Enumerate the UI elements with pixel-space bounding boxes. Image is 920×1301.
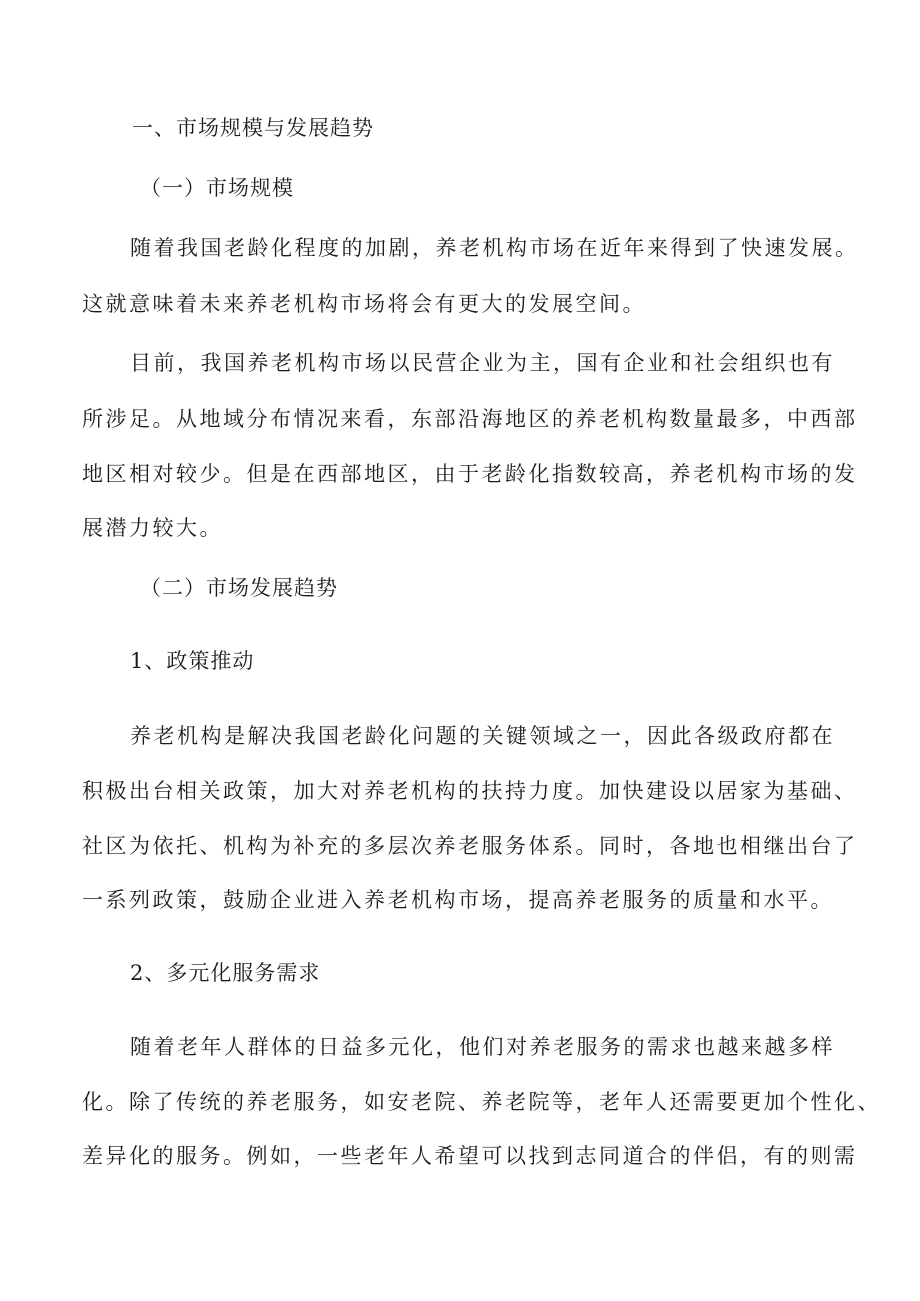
item-heading: 2、多元化服务需求 [130,961,321,985]
item-heading: 1、政策推动 [130,649,255,673]
paragraph-line: 化。除了传统的养老服务，如安老院、养老院等，老年人还需要更加个性化、 [82,1090,881,1114]
paragraph-line: 社区为依托、机构为补充的多层次养老服务体系。同时，各地也相继出台了 [82,834,858,858]
paragraph-line: 目前，我国养老机构市场以民营企业为主，国有企业和社会组织也有 [130,351,835,375]
paragraph-line: 一系列政策，鼓励企业进入养老机构市场，提高养老服务的质量和水平。 [82,888,834,912]
paragraph-line: 地区相对较少。但是在西部地区，由于老龄化指数较高，养老机构市场的发 [82,462,858,486]
section-heading: 一、市场规模与发展趋势 [132,116,374,140]
paragraph-line: 这就意味着未来养老机构市场将会有更大的发展空间。 [82,292,646,316]
paragraph-line: 养老机构是解决我国老龄化问题的关键领域之一，因此各级政府都在 [130,724,835,748]
paragraph-line: 随着老年人群体的日益多元化，他们对养老服务的需求也越来越多样 [130,1035,835,1059]
paragraph-line: 展潜力较大。 [82,516,223,540]
paragraph-line: 随着我国老龄化程度的加剧，养老机构市场在近年来得到了快速发展。 [130,236,859,260]
paragraph-line: 所涉足。从地域分布情况来看，东部沿海地区的养老机构数量最多，中西部 [82,407,858,431]
subsection-heading: （二）市场发展趋势 [140,576,338,600]
paragraph-line: 差异化的服务。例如，一些老年人希望可以找到志同道合的伴侣，有的则需 [82,1144,858,1168]
paragraph-line: 积极出台相关政策，加大对养老机构的扶持力度。加快建设以居家为基础、 [82,779,858,803]
subsection-heading: （一）市场规模 [140,176,294,200]
